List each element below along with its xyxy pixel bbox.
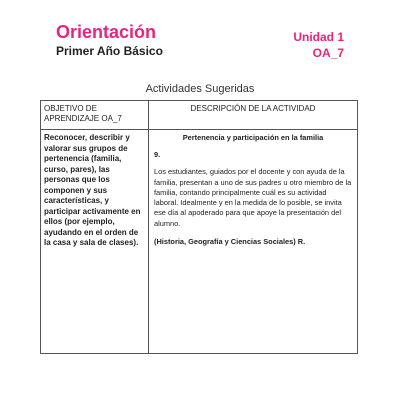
description-column-header: DESCRIPCIÓN DE LA ACTIVIDAD [149, 101, 358, 130]
document-title: Orientación [56, 22, 157, 42]
activity-title: Pertenencia y participación en la familia [182, 133, 324, 142]
objective-column-header: OBJETIVO DE APRENDIZAJE OA_7 [41, 101, 149, 130]
oa-label: OA_7 [312, 46, 344, 60]
table-header-row [41, 101, 358, 130]
description-cell [149, 130, 358, 354]
activities-table [40, 100, 358, 354]
section-title: Actividades Sugeridas [145, 83, 255, 95]
objective-cell: Reconocer, describir y valorar sus grupos de pertenencia (familia, curso, pares), las personas que los componen y sus características, y participar activamente en ellos (por ejemplo, ayudando en el orden de la casa y sala de clases). [41, 130, 149, 354]
document-subtitle: Primer Año Básico [56, 44, 163, 58]
activity-subjects: (Historia, Geografía y Ciencias Sociales) R. [154, 236, 306, 246]
activity-number: 9. [154, 150, 161, 160]
table-row [41, 130, 358, 354]
activity-text: Los estudiantes, guiados por el docente y con ayuda de la familia, presentan a uno de sus padres u otro miembro de la familia, contando principalmente cuál es su actividad laboral. Idealmente y en la medida de lo posible, se invita ese día al apoderado para que apoye la presentación del alumno. [154, 167, 352, 228]
unit-label: Unidad 1 [293, 30, 344, 44]
